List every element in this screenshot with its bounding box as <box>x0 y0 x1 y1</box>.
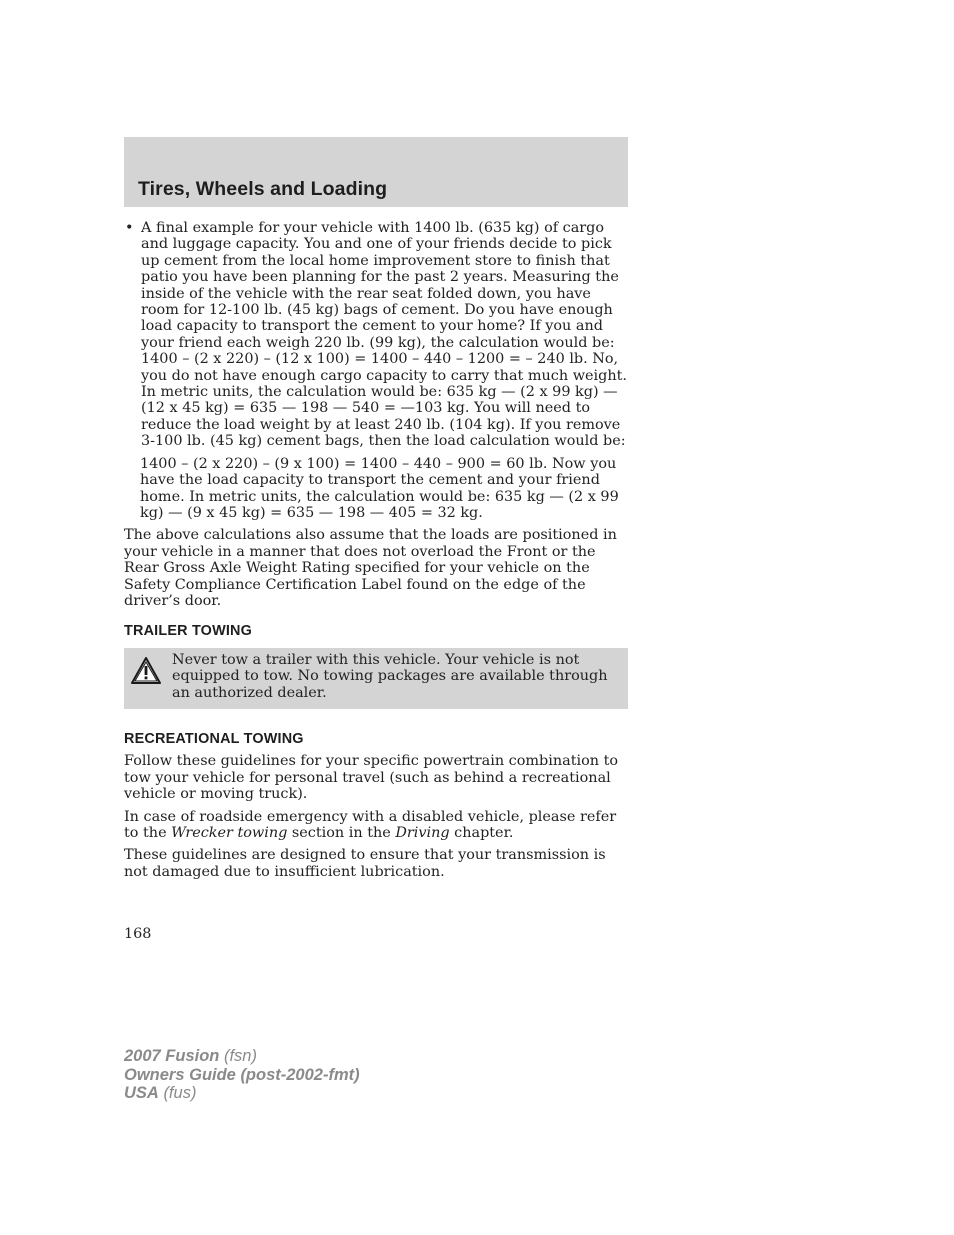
roadside-text-end: chapter. <box>454 825 514 841</box>
transmission-paragraph: These guidelines are designed to ensure that your transmission is not damaged due to insufficient lubrication. <box>124 847 606 880</box>
footer-model-code: (fsn) <box>223 1047 257 1065</box>
assumption-paragraph: The above calculations also assume that the loads are positioned in your vehicle in a manner that does not overload the Front or the Rear Gross Axle Weight Rating specified for your vehicle on the Safety Compliance Certification Label found on the edge of the driver’s door. <box>124 527 617 609</box>
page-number: 168 <box>124 926 152 942</box>
driving-chapter-reference: Driving <box>395 825 450 841</box>
section-title: Tires, Wheels and Loading <box>138 178 388 200</box>
footer-line-model <box>124 1047 360 1066</box>
warning-text: Never tow a trailer with this vehicle. Your vehicle is not equipped to tow. No towing packages are available through an authorized dealer. <box>172 651 608 701</box>
roadside-text-start: In case of roadside emergency with a disabled vehicle, please refer to the <box>124 808 617 841</box>
footer-market-code: (fus) <box>163 1084 197 1102</box>
bullet-icon: • <box>125 220 134 236</box>
calculation-paragraph: 1400 – (2 x 220) – (9 x 100) = 1400 – 440 – 900 = 60 lb. Now you have the load capacity to transport the cement and your friend home. In metric units, the calculation would be: 635 kg — (2 x 99 kg) — (9 x 45 kg) = 635 — 198 — 405 = 32 kg. <box>140 455 619 521</box>
footer-line-guide <box>124 1066 360 1085</box>
warning-box <box>124 648 628 709</box>
footer-model: 2007 Fusion <box>124 1047 220 1065</box>
section-header-band <box>124 137 628 207</box>
warning-triangle-icon <box>130 656 162 686</box>
footer-guide: Owners Guide (post-2002-fmt) <box>124 1065 360 1084</box>
roadside-emergency-paragraph <box>124 809 628 842</box>
document-footer <box>124 1047 360 1103</box>
roadside-text-middle: section in the <box>291 825 391 841</box>
footer-market: USA <box>124 1084 159 1102</box>
bullet-paragraph <box>124 220 628 450</box>
footer-line-market <box>124 1084 360 1103</box>
bullet-text: A final example for your vehicle with 1400 lb. (635 kg) of cargo and luggage capacity. You and one of your friends decide to pick up cement from the local home improvement store to finish that patio you have been planning for the past 2 years. Measuring the inside of the vehicle with the rear seat folded down, you have room for 12-100 lb. (45 kg) bags of cement. Do you have enough load capacity to transport the cement to your home? If you and your friend each weigh 220 lb. (99 kg), the calculation would be: 1400 – (2 x 220) – (12 x 100) = 1400 – 440 – 1200 = – 240 lb. No, you do not have enough cargo capacity to carry that much weight. In metric units, the calculation would be: 635 kg — (2 x 99 kg) — (12 x 45 kg) = 635 — 198 — 540 = —103 kg. You will need to reduce the load weight by at least 240 lb. (104 kg). If you remove 3-100 lb. (45 kg) cement bags, then the load calculation would be: <box>141 220 627 450</box>
trailer-towing-heading: TRAILER TOWING <box>124 623 253 640</box>
recreational-towing-heading: RECREATIONAL TOWING <box>124 730 304 747</box>
guidelines-paragraph: Follow these guidelines for your specific powertrain combination to tow your vehicle for personal travel (such as behind a recreational vehicle or moving truck). <box>124 753 619 803</box>
wrecker-towing-reference: Wrecker towing <box>171 825 288 841</box>
page-content <box>124 220 628 880</box>
